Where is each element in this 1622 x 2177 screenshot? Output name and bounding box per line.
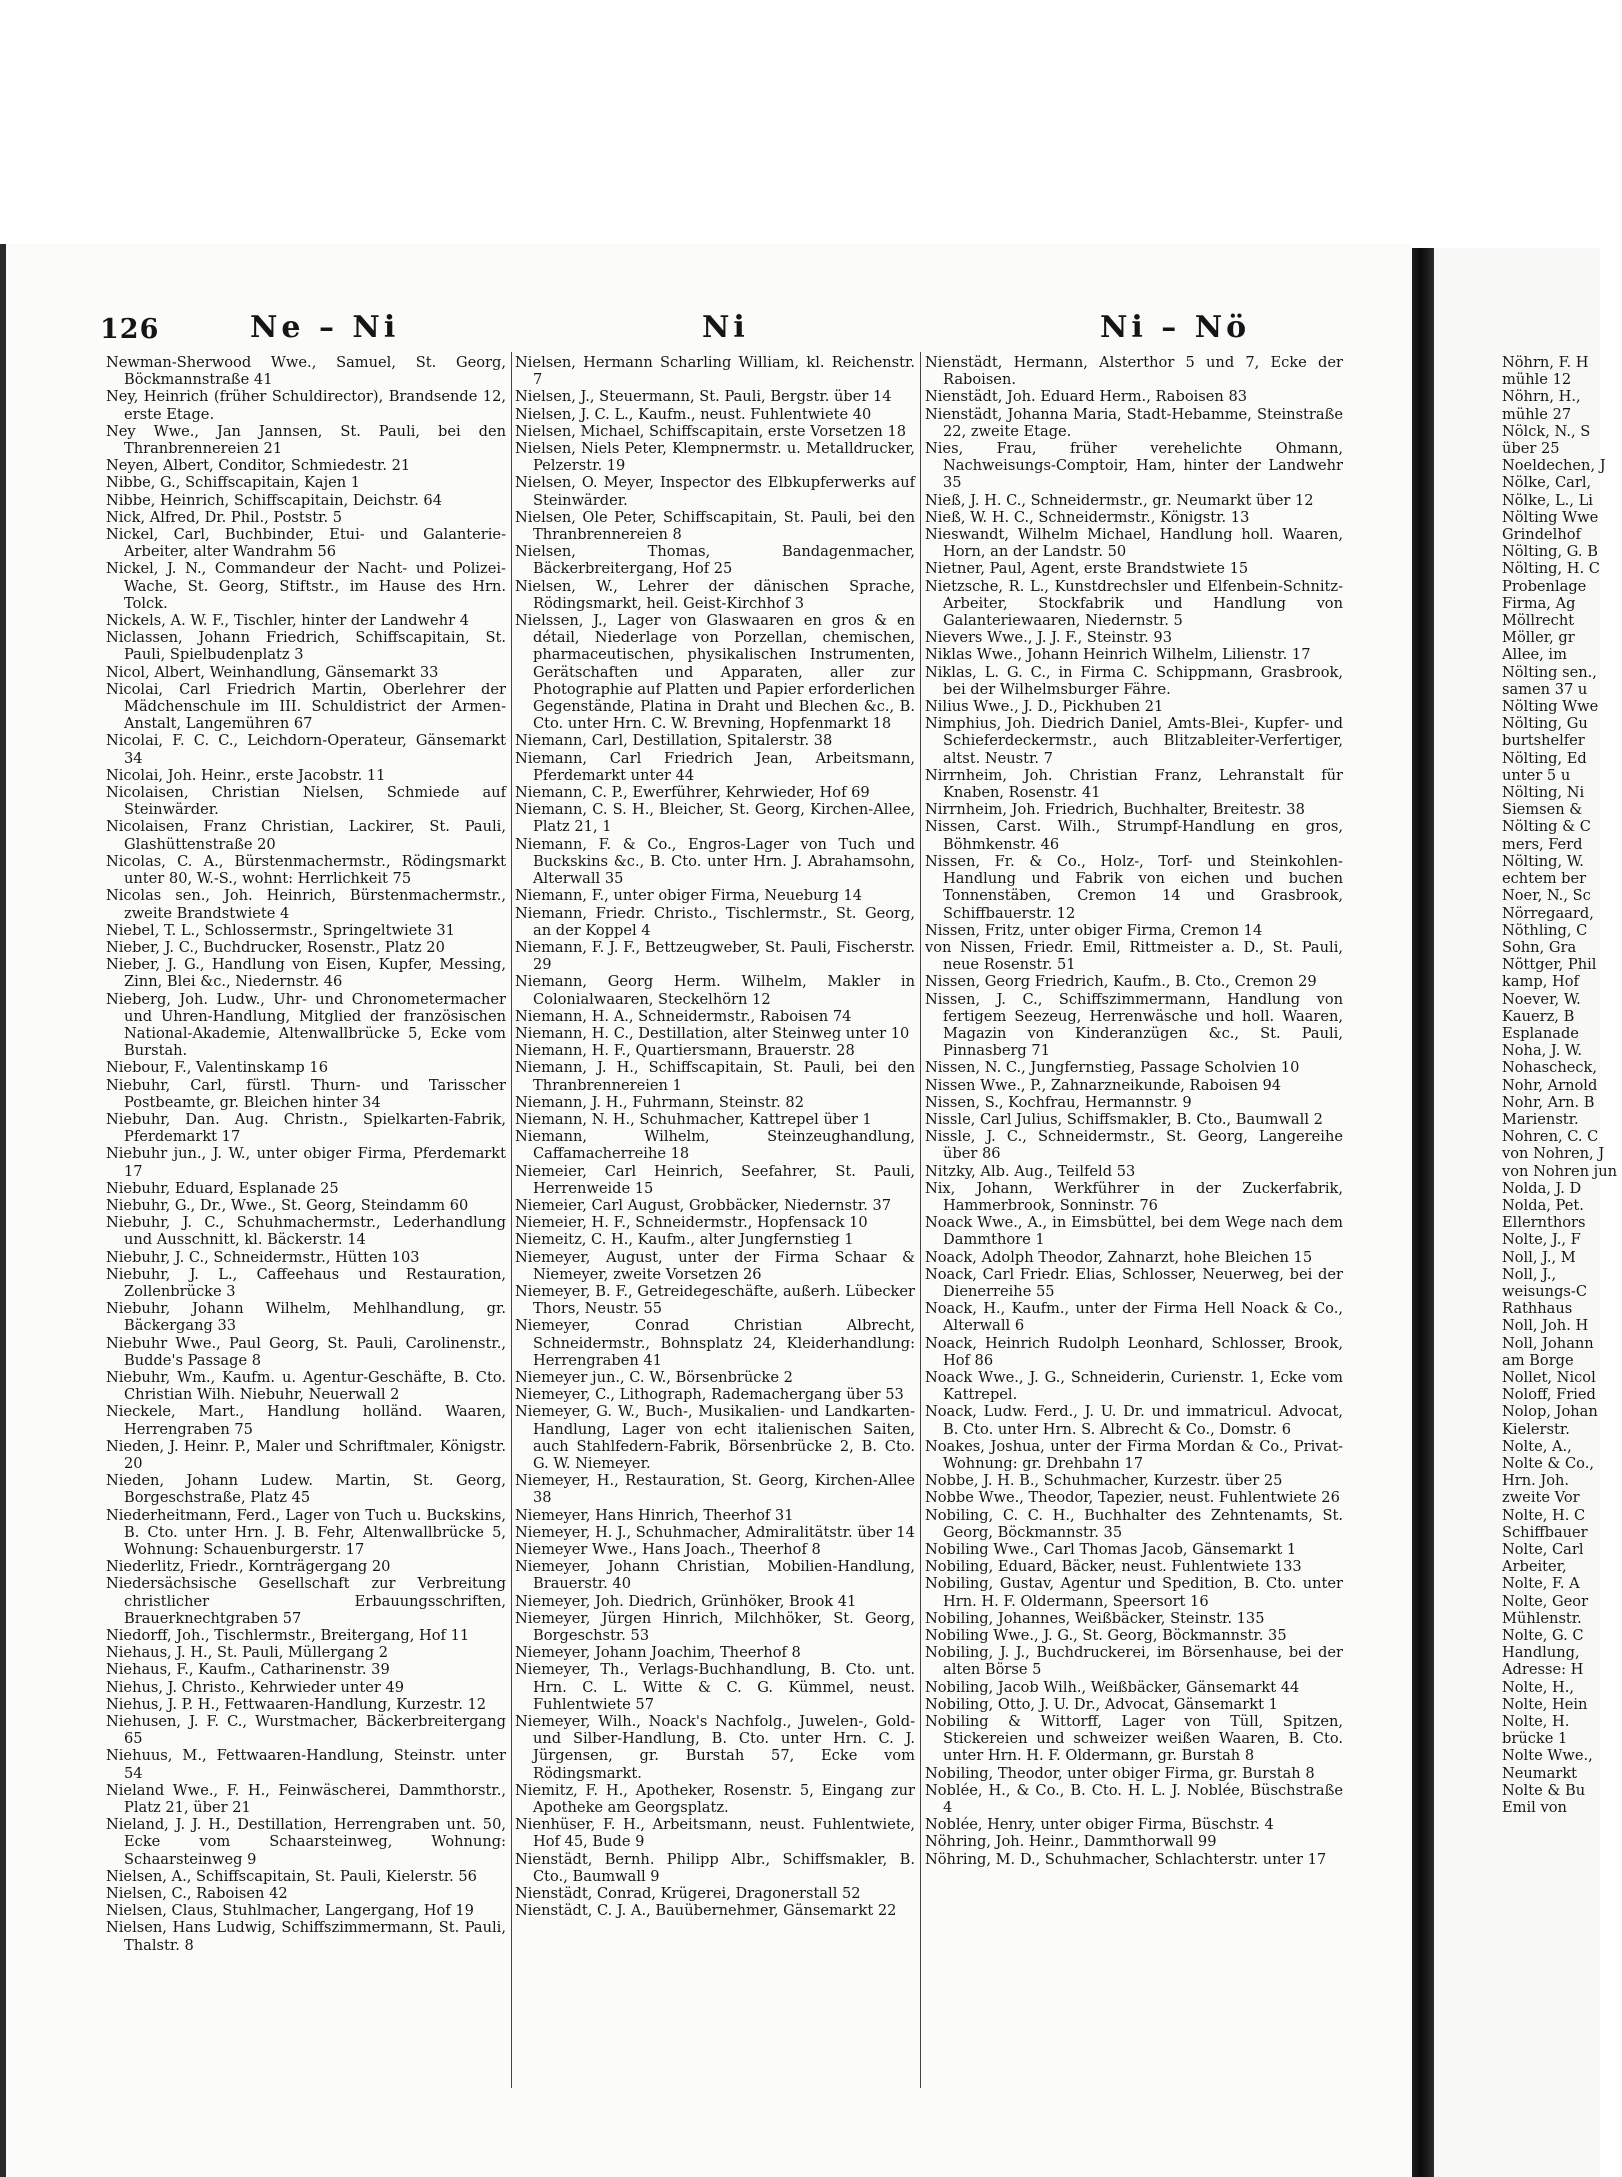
directory-entry: Nobiling Wwe., J. G., St. Georg, Böckmannstr. 35	[925, 1627, 1287, 1645]
directory-entry: Niemann, H. C., Destillation, alter Steinweg unter 10	[515, 1024, 910, 1042]
directory-entry: Nöhring, Joh. Heinr., Dammthorwall 99	[925, 1833, 1217, 1851]
running-head-center: Ni	[702, 310, 749, 345]
directory-entry: Nölting Wwe	[1502, 698, 1599, 716]
directory-entry: Nobiling, C. C. H., Buchhalter des Zehntenamts, St. Georg, Böckmannstr. 35	[925, 1506, 1343, 1541]
directory-entry: Nohascheck,	[1502, 1059, 1598, 1077]
directory-entry: Newman-Sherwood Wwe., Samuel, St. Georg, Böckmannstraße 41	[106, 354, 506, 389]
directory-entry: Nohr, Arnold	[1502, 1076, 1598, 1094]
directory-entry: Nollet, Nicol	[1502, 1368, 1596, 1386]
directory-entry: Nieswandt, Wilhelm Michael, Handlung holl. Waaren, Horn, an der Landstr. 50	[925, 526, 1343, 561]
directory-entry: Nirrnheim, Joh. Friedrich, Buchhalter, Breitestr. 38	[925, 801, 1305, 819]
page-header	[100, 310, 1540, 350]
directory-entry: Nolte & Bu	[1502, 1781, 1586, 1799]
directory-entry: mühle 12	[1502, 371, 1572, 389]
running-head-right: Ni – Nö	[1100, 310, 1251, 345]
directory-entry: Nieland Wwe., F. H., Feinwäscherei, Dammthorstr., Platz 21, über 21	[106, 1781, 506, 1817]
directory-entry: Nienstädt, Bernh. Philipp Albr., Schiffsmakler, B. Cto., Baumwall 9	[515, 1850, 915, 1885]
directory-entry: Niemann, H. F., Quartiersmann, Brauerstr. 28	[515, 1042, 855, 1060]
directory-entry: Nolte, Hein	[1502, 1695, 1588, 1713]
directory-entry: am Borge	[1502, 1351, 1574, 1369]
directory-entry: Nielsen, Ole Peter, Schiffscapitain, St. Pauli, bei den Thranbrennereien 8	[515, 508, 915, 544]
directory-entry: unter 5 u	[1502, 766, 1571, 784]
running-head-left: Ne – Ni	[250, 310, 400, 345]
directory-entry: Nobiling, Gustav, Agentur und Spedition, B. Cto. unter Hrn. H. F. Oldermann, Speersort 16	[925, 1575, 1343, 1610]
directory-entry: Nissen Wwe., P., Zahnarzneikunde, Raboisen 94	[925, 1076, 1282, 1094]
directory-entry: Noer, N., Sc	[1502, 887, 1591, 905]
directory-entry: Niebuhr, Wm., Kaufm. u. Agentur-Geschäfte, B. Cto. Christian Wilh. Niebuhr, Neuerwall 2	[106, 1368, 506, 1404]
directory-entry: Nobiling, Theodor, unter obiger Firma, gr. Burstah 8	[925, 1764, 1315, 1782]
directory-entry: Niemann, F., unter obiger Firma, Neueburg 14	[515, 887, 863, 905]
directory-entry: Niebuhr, Dan. Aug. Christn., Spielkarten-Fabrik, Pferdemarkt 17	[106, 1110, 506, 1146]
directory-entry: Niemeyer jun., C. W., Börsenbrücke 2	[515, 1368, 793, 1386]
directory-entry: Nienstädt, Conrad, Krügerei, Dragonerstall 52	[515, 1885, 861, 1903]
directory-entry: Niemeyer, Joh. Diedrich, Grünhöker, Brook 41	[515, 1592, 857, 1610]
directory-entry: Nielsen, W., Lehrer der dänischen Sprache, Rödingsmarkt, heil. Geist-Kirchhof 3	[515, 577, 915, 612]
directory-entry: Nolte & Co.,	[1502, 1455, 1594, 1472]
directory-entry: Niemann, Carl, Destillation, Spitalerstr. 38	[515, 732, 833, 750]
directory-entry: Nienstädt, Hermann, Alsterthor 5 und 7, Ecke der Raboisen.	[925, 354, 1343, 389]
directory-entry: Noack, Heinrich Rudolph Leonhard, Schlosser, Brook, Hof 86	[925, 1334, 1343, 1369]
directory-entry: Kielerstr.	[1502, 1420, 1570, 1438]
directory-entry: Siemsen &	[1502, 801, 1583, 819]
directory-entry: Niemeyer, B. F., Getreidegeschäfte, außerh. Lübecker Thors, Neustr. 55	[515, 1282, 915, 1318]
directory-entry: Nick, Alfred, Dr. Phil., Poststr. 5	[106, 508, 343, 526]
directory-entry: Niehus, J. Christo., Kehrwieder unter 49	[106, 1678, 405, 1696]
directory-entry: Noloff, Fried	[1502, 1386, 1596, 1404]
directory-entry: Allee, im	[1502, 646, 1567, 664]
directory-entry: Nicolai, Joh. Heinr., erste Jacobstr. 11	[106, 766, 386, 784]
directory-entry: Niemeier, Carl August, Grobbäcker, Niedernstr. 37	[515, 1196, 892, 1214]
directory-entry: Nielsen, Hans Ludwig, Schiffszimmermann, St. Pauli, Thalstr. 8	[106, 1919, 506, 1954]
directory-entry: Nissen, J. C., Schiffszimmermann, Handlung von fertigem Seezeug, Herrenwäsche und holl. Waaren, Magazin von Kinderanzügen &c., St. Pauli, Pinnasberg 71	[925, 990, 1343, 1060]
directory-entry: Nolte, H.,	[1502, 1678, 1575, 1696]
directory-entry: Noblée, H., & Co., B. Cto. H. L. J. Noblée, Büschstraße 4	[925, 1781, 1343, 1817]
directory-entry: Niebuhr, J. C., Schneidermstr., Hütten 103	[106, 1248, 420, 1266]
directory-entry: Nölke, Carl,	[1502, 474, 1592, 492]
directory-column-3	[925, 354, 1343, 2086]
directory-entry: Niedorff, Joh., Tischlermstr., Breitergang, Hof 11	[106, 1627, 470, 1645]
directory-entry: brücke 1	[1502, 1730, 1568, 1748]
directory-entry: Kauerz, B	[1502, 1007, 1575, 1025]
directory-entry: Niehuus, M., Fettwaaren-Handlung, Steinstr. unter 54	[106, 1747, 506, 1782]
directory-entry: Nickel, Carl, Buchbinder, Etui- und Galanterie-Arbeiter, alter Wandrahm 56	[106, 526, 506, 561]
directory-entry: über 25	[1502, 440, 1560, 458]
directory-entry: Nielsen, Michael, Schiffscapitain, erste Vorsetzen 18	[515, 422, 907, 440]
directory-entry: Nöthling, C	[1502, 921, 1588, 939]
directory-entry: Niedersächsische Gesellschaft zur Verbreitung christlicher Erbauungsschriften, Brauerknechtgraben 57	[106, 1575, 506, 1627]
directory-entry: Grindelhof	[1502, 526, 1581, 544]
directory-column-4-partial	[1502, 354, 1622, 2086]
directory-entry: Nobiling & Wittorff, Lager von Tüll, Spitzen, Stickereien und schweizer weißen Waaren, B. Cto. unter Hrn. H. F. Oldermann, gr. Burstah 8	[925, 1713, 1343, 1765]
directory-entry: Noll, J.,	[1502, 1265, 1557, 1283]
directory-entry: Niemann, C. P., Ewerführer, Kehrwieder, Hof 69	[515, 784, 870, 802]
page-number: 126	[100, 314, 160, 345]
directory-entry: Nolte, A.,	[1502, 1437, 1572, 1455]
directory-entry: Nilius Wwe., J. D., Pickhuben 21	[925, 698, 1164, 716]
directory-entry: Nielsen, Thomas, Bandagenmacher, Bäckerbreitergang, Hof 25	[515, 543, 915, 578]
directory-entry: Ney Wwe., Jan Jannsen, St. Pauli, bei den Thranbrennereien 21	[106, 422, 506, 458]
directory-entry: Probenlage	[1502, 577, 1587, 595]
directory-entry: Noha, J. W.	[1502, 1042, 1583, 1060]
directory-entry: Nissle, J. C., Schneidermstr., St. Georg, Langereihe über 86	[925, 1128, 1343, 1163]
directory-entry: Nickel, J. N., Commandeur der Nacht- und Polizei-Wache, St. Georg, Stiftstr., im Hause des Hrn. Tolck.	[106, 560, 506, 612]
directory-entry: Niemann, F. J. F., Bettzeugweber, St. Pauli, Fischerstr. 29	[515, 938, 915, 974]
directory-entry: Noack Wwe., A., in Eimsbüttel, bei dem Wege nach dem Dammthore 1	[925, 1214, 1343, 1249]
directory-entry: Niemeyer, Johann Joachim, Theerhof 8	[515, 1644, 801, 1662]
directory-entry: Nolte, H. C	[1502, 1506, 1586, 1524]
directory-entry: zweite Vor	[1502, 1489, 1580, 1507]
directory-entry: Sohn, Gra	[1502, 938, 1577, 956]
directory-entry: Niehaus, J. H., St. Pauli, Müllergang 2	[106, 1644, 388, 1662]
directory-entry: Niebel, T. L., Schlossermstr., Springeltwiete 31	[106, 921, 455, 939]
directory-entry: Niemann, Wilhelm, Steinzeughandlung, Caffamacherreihe 18	[515, 1128, 915, 1163]
directory-entry: Nienstädt, Johanna Maria, Stadt-Hebamme, Steinstraße 22, zweite Etage.	[925, 405, 1343, 440]
directory-entry: Nölting, G. B	[1502, 543, 1598, 561]
directory-entry: Niemann, C. S. H., Bleicher, St. Georg, Kirchen-Allee, Platz 21, 1	[515, 801, 915, 836]
directory-entry: Nitzky, Alb. Aug., Teilfeld 53	[925, 1162, 1136, 1180]
directory-entry: Nicolaisen, Franz Christian, Lackirer, St. Pauli, Glashüttenstraße 20	[106, 818, 506, 853]
directory-entry: Nissen, Georg Friedrich, Kaufm., B. Cto., Cremon 29	[925, 973, 1317, 991]
directory-entry: Nohren, C. C	[1502, 1128, 1599, 1146]
directory-entry: Nielsen, Niels Peter, Klempnermstr. u. Metalldrucker, Pelzerstr. 19	[515, 440, 915, 475]
directory-entry: Nöhrn, H.,	[1502, 388, 1581, 406]
directory-entry: Niemeyer, C., Lithograph, Rademachergang über 53	[515, 1386, 904, 1404]
directory-entry: Noblée, Henry, unter obiger Firma, Büschstr. 4	[925, 1816, 1274, 1834]
directory-entry: Niemeyer, G. W., Buch-, Musikalien- und Landkarten-Handlung, Lager von echt italienischen Saiten, auch Stahlfedern-Fabrik, Börsenbrücke 2, B. Cto. G. W. Niemeyer.	[515, 1403, 915, 1472]
directory-entry: Nies, Frau, früher verehelichte Ohmann, Nachweisungs-Comptoir, Ham, hinter der Landwehr 35	[925, 440, 1343, 492]
directory-entry: Niemeier, Carl Heinrich, Seefahrer, St. Pauli, Herrenweide 15	[515, 1162, 915, 1197]
directory-entry: Nielsen, J., Steuermann, St. Pauli, Bergstr. über 14	[515, 388, 892, 406]
directory-entry: Niebuhr Wwe., Paul Georg, St. Pauli, Carolinenstr., Budde's Passage 8	[106, 1334, 506, 1369]
directory-entry: Niklas Wwe., Johann Heinrich Wilhelm, Lilienstr. 17	[925, 646, 1311, 664]
directory-entry: Niemann, J. H., Fuhrmann, Steinstr. 82	[515, 1093, 804, 1111]
directory-entry: Nölting sen.,	[1502, 663, 1597, 681]
directory-entry: Nissen, Fritz, unter obiger Firma, Cremon 14	[925, 921, 1263, 939]
directory-entry: Nieber, J. C., Buchdrucker, Rosenstr., Platz 20	[106, 938, 445, 956]
directory-entry: Niemeyer, H., Restauration, St. Georg, Kirchen-Allee 38	[515, 1472, 915, 1507]
directory-entry: Schiffbauer	[1502, 1523, 1588, 1541]
directory-entry: Nietner, Paul, Agent, erste Brandstwiete 15	[925, 560, 1249, 578]
directory-entry: Niehaus, F., Kaufm., Catharinenstr. 39	[106, 1661, 390, 1679]
directory-entry: Nölting, Ed	[1502, 749, 1587, 767]
directory-entry: Nietzsche, R. L., Kunstdrechsler und Elfenbein-Schnitz-Arbeiter, Stockfabrik und Handlung von Galanteriewaaren, Niedernstr. 5	[925, 577, 1343, 630]
directory-entry: Nissle, Carl Julius, Schiffsmakler, B. Cto., Baumwall 2	[925, 1110, 1323, 1128]
directory-entry: Nolte, F. A	[1502, 1575, 1580, 1593]
directory-entry: Nölke, L., Li	[1502, 491, 1593, 509]
directory-entry: Niemeyer, Wilh., Noack's Nachfolg., Juwelen-, Gold- und Silber-Handlung, B. Cto. unter Hrn. C. J. Jürgensen, gr. Burstah 57, Ecke vom Rödingsmarkt.	[515, 1713, 915, 1782]
directory-entry: Nölck, N., S	[1502, 422, 1591, 440]
directory-entry: Nicolas, C. A., Bürstenmachermstr., Rödingsmarkt unter 80, W.-S., wohnt: Herrlichkeit 75	[106, 852, 506, 888]
directory-entry: Nolop, Johan	[1502, 1403, 1598, 1421]
directory-entry: Marienstr.	[1502, 1110, 1579, 1128]
directory-entry: Adresse: H	[1502, 1661, 1584, 1679]
directory-entry: Nolda, Pet.	[1502, 1196, 1584, 1214]
directory-entry: Niederheitmann, Ferd., Lager von Tuch u. Buckskins, B. Cto. unter Hrn. J. B. Fehr, Altenwallbrücke 5, Wohnung: Schauenburgerstr. 17	[106, 1506, 506, 1559]
directory-entry: Nielsen, A., Schiffscapitain, St. Pauli, Kielerstr. 56	[106, 1867, 477, 1885]
directory-entry: Niemann, Friedr. Christo., Tischlermstr., St. Georg, an der Koppel 4	[515, 904, 915, 939]
directory-entry: Mühlenstr.	[1502, 1609, 1582, 1627]
directory-entry: Nobiling, Otto, J. U. Dr., Advocat, Gänsemarkt 1	[925, 1695, 1278, 1713]
directory-entry: Niemann, N. H., Schuhmacher, Kattrepel über 1	[515, 1110, 872, 1128]
directory-entry: Noll, Johann	[1502, 1334, 1594, 1352]
directory-entry: Niklas, L. G. C., in Firma C. Schippmann, Grasbrook, bei der Wilhelmsburger Fähre.	[925, 663, 1343, 698]
directory-entry: Niemann, J. H., Schiffscapitain, St. Pauli, bei den Thranbrennereien 1	[515, 1059, 915, 1094]
directory-entry: Niemeyer Wwe., Hans Joach., Theerhof 8	[515, 1541, 821, 1559]
directory-entry: Nöhring, M. D., Schuhmacher, Schlachterstr. unter 17	[925, 1850, 1327, 1868]
directory-entry: Nieber, J. G., Handlung von Eisen, Kupfer, Messing, Zinn, Blei &c., Niedernstr. 46	[106, 956, 506, 991]
directory-entry: Nölting Wwe	[1502, 508, 1599, 526]
directory-entry: Niemann, Georg Herm. Wilhelm, Makler in Colonialwaaren, Steckelhörn 12	[515, 973, 915, 1008]
directory-entry: Noakes, Joshua, unter der Firma Mordan & Co., Privat-Wohnung: gr. Drehbahn 17	[925, 1437, 1343, 1472]
column-rule	[511, 352, 512, 2088]
directory-entry: Nobiling, J. J., Buchdruckerei, im Börsenhause, bei der alten Börse 5	[925, 1644, 1343, 1679]
directory-entry: Nölting, Ni	[1502, 784, 1585, 802]
directory-entry: Nicolai, F. C. C., Leichdorn-Operateur, Gänsemarkt 34	[106, 732, 506, 767]
directory-entry: Niemann, H. A., Schneidermstr., Raboisen 74	[515, 1007, 852, 1025]
directory-entry: Nobbe, J. H. B., Schuhmacher, Kurzestr. über 25	[925, 1472, 1283, 1490]
directory-entry: mers, Ferd	[1502, 835, 1583, 853]
directory-entry: von Nohren jun	[1502, 1162, 1617, 1180]
directory-entry: Arbeiter,	[1502, 1558, 1567, 1576]
directory-entry: Nobiling Wwe., Carl Thomas Jacob, Gänsemarkt 1	[925, 1541, 1297, 1559]
directory-entry: weisungs-C	[1502, 1282, 1588, 1300]
directory-entry: Nolte, Carl	[1502, 1541, 1584, 1559]
directory-entry: Nöhrn, F. H	[1502, 354, 1589, 371]
directory-entry: Niemitz, F. H., Apotheker, Rosenstr. 5, Eingang zur Apotheke am Georgsplatz.	[515, 1781, 915, 1817]
directory-entry: Nissen, Carst. Wilh., Strumpf-Handlung en gros, Böhmkenstr. 46	[925, 818, 1343, 853]
directory-entry: Hrn. Joh.	[1502, 1472, 1570, 1490]
directory-entry: Noll, Joh. H	[1502, 1317, 1589, 1335]
directory-entry: Möller, gr	[1502, 629, 1575, 647]
directory-entry: Nienstädt, C. J. A., Bauübernehmer, Gänsemarkt 22	[515, 1902, 897, 1920]
directory-entry: von Nohren, J	[1502, 1145, 1605, 1163]
directory-entry: Nix, Johann, Werkführer in der Zuckerfabrik, Hammerbrook, Sonninstr. 76	[925, 1179, 1343, 1214]
directory-entry: Nolte, Geor	[1502, 1592, 1589, 1610]
directory-entry: Nörregaard,	[1502, 904, 1594, 922]
directory-entry: Nirrnheim, Joh. Christian Franz, Lehranstalt für Knaben, Rosenstr. 41	[925, 766, 1343, 802]
directory-entry: Niebuhr, J. C., Schuhmachermstr., Lederhandlung und Ausschnitt, kl. Bäckerstr. 14	[106, 1214, 506, 1249]
directory-entry: Nibbe, Heinrich, Schiffscapitain, Deichstr. 64	[106, 491, 442, 509]
book-gutter	[1412, 248, 1434, 2177]
directory-entry: Nolda, J. D	[1502, 1179, 1582, 1197]
directory-entry: Niebuhr jun., J. W., unter obiger Firma, Pferdemarkt 17	[106, 1145, 506, 1180]
directory-entry: Neyen, Albert, Conditor, Schmiedestr. 21	[106, 457, 411, 475]
directory-entry: Nicolai, Carl Friedrich Martin, Oberlehrer der Mädchenschule im III. Schuldistrict der Armen-Anstalt, Langemühren 67	[106, 680, 506, 733]
directory-entry: Nibbe, G., Schiffscapitain, Kajen 1	[106, 474, 361, 492]
directory-entry: Niebuhr, Johann Wilhelm, Mehlhandlung, gr. Bäckergang 33	[106, 1300, 506, 1335]
directory-entry: Nielsen, Hermann Scharling William, kl. Reichenstr. 7	[515, 354, 915, 389]
directory-entry: Ellernthors	[1502, 1214, 1586, 1232]
directory-entry: Nölting, H. C	[1502, 560, 1600, 578]
directory-entry: Niemeyer, H. J., Schuhmacher, Admiralitätstr. über 14	[515, 1523, 915, 1541]
directory-entry: Nissen, Fr. & Co., Holz-, Torf- und Steinkohlen-Handlung und Fabrik von eichen und buchen Tonnenstäben, Cremon 14 und Grasbrook, Schiffbauerstr. 12	[925, 852, 1343, 922]
directory-entry: Nieß, W. H. C., Schneidermstr., Königstr. 13	[925, 508, 1250, 526]
directory-entry: Firma, Ag	[1502, 594, 1576, 612]
directory-entry: Nicolaisen, Christian Nielsen, Schmiede auf Steinwärder.	[106, 784, 506, 819]
directory-entry: Nievers Wwe., J. J. F., Steinstr. 93	[925, 629, 1173, 647]
directory-entry: Nolte, H.	[1502, 1713, 1570, 1731]
directory-entry: Noack, Adolph Theodor, Zahnarzt, hohe Bleichen 15	[925, 1248, 1313, 1266]
directory-entry: Nicol, Albert, Weinhandlung, Gänsemarkt 33	[106, 663, 439, 681]
directory-entry: Nienhüser, F. H., Arbeitsmann, neust. Fuhlentwiete, Hof 45, Bude 9	[515, 1816, 915, 1851]
directory-entry: Noever, W.	[1502, 990, 1581, 1008]
directory-entry: Niclassen, Johann Friedrich, Schiffscapitain, St. Pauli, Spielbudenplatz 3	[106, 629, 506, 664]
directory-entry: Niebuhr, J. L., Caffeehaus und Restauration, Zollenbrücke 3	[106, 1265, 506, 1300]
directory-entry: Noll, J., M	[1502, 1248, 1576, 1266]
directory-entry: Nolte, G. C	[1502, 1627, 1584, 1645]
directory-entry: Emil von	[1502, 1799, 1567, 1817]
directory-entry: Noack, H., Kaufm., unter der Firma Hell Noack & Co., Alterwall 6	[925, 1300, 1343, 1335]
directory-entry: Nobiling, Johannes, Weißbäcker, Steinstr. 135	[925, 1609, 1265, 1627]
directory-entry: Niemeier, H. F., Schneidermstr., Hopfensack 10	[515, 1214, 868, 1232]
directory-entry: Möllrecht	[1502, 612, 1575, 630]
directory-entry: Nielsen, C., Raboisen 42	[106, 1885, 288, 1903]
directory-entry: Esplanade	[1502, 1024, 1579, 1042]
directory-column-2	[515, 354, 915, 2086]
directory-entry: Rathhaus	[1502, 1300, 1573, 1318]
directory-entry: Nohr, Arn. B	[1502, 1093, 1595, 1111]
directory-entry: von Nissen, Friedr. Emil, Rittmeister a. D., St. Pauli, neue Rosenstr. 51	[925, 938, 1343, 974]
directory-entry: Nieden, J. Heinr. P., Maler und Schriftmaler, Königstr. 20	[106, 1437, 506, 1472]
directory-entry: Niemeyer, Jürgen Hinrich, Milchhöker, St. Georg, Borgeschstr. 53	[515, 1609, 915, 1645]
directory-entry: Nobbe Wwe., Theodor, Tapezier, neust. Fuhlentwiete 26	[925, 1489, 1340, 1507]
directory-entry: Neumarkt	[1502, 1764, 1578, 1782]
directory-entry: Niebour, F., Valentinskamp 16	[106, 1059, 328, 1077]
directory-entry: Nielssen, J., Lager von Glaswaaren en gros & en détail, Niederlage von Porzellan, chemischen, pharmaceutischen, physikalischen Instrumenten, Gerätschaften und Apparaten, aller zur Photographie auf Platten und Papier erforderlichen Gegenstände, Platina in Draht und Blechen &c., B. Cto. unter Hrn. C. W. Brevning, Hopfenmarkt 18	[515, 612, 915, 733]
directory-entry: Handlung,	[1502, 1644, 1580, 1662]
directory-entry: mühle 27	[1502, 405, 1572, 423]
directory-entry: Nieland, J. J. H., Destillation, Herrengraben unt. 50, Ecke vom Schaarsteinweg, Wohnung: Schaarsteinweg 9	[106, 1816, 506, 1868]
directory-entry: Niemann, Carl Friedrich Jean, Arbeitsmann, Pferdemarkt unter 44	[515, 749, 915, 784]
directory-entry: Niemeitz, C. H., Kaufm., alter Jungfernstieg 1	[515, 1231, 854, 1249]
directory-entry: Niemeyer, August, unter der Firma Schaar & Niemeyer, zweite Vorsetzen 26	[515, 1248, 915, 1283]
directory-entry: Niemann, F. & Co., Engros-Lager von Tuch und Buckskins &c., B. Cto. unter Hrn. J. Abrahamsohn, Alterwall 35	[515, 835, 915, 888]
directory-entry: Niemeyer, Hans Hinrich, Theerhof 31	[515, 1506, 794, 1524]
directory-entry: Niebuhr, Carl, fürstl. Thurn- und Tarisscher Postbeamte, gr. Bleichen hinter 34	[106, 1076, 506, 1111]
directory-entry: Nissen, S., Kochfrau, Hermannstr. 9	[925, 1093, 1192, 1111]
directory-entry: Nienstädt, Joh. Eduard Herm., Raboisen 83	[925, 388, 1248, 406]
directory-entry: Nölting, W.	[1502, 852, 1584, 870]
directory-entry: Nieden, Johann Ludew. Martin, St. Georg, Borgeschstraße, Platz 45	[106, 1472, 506, 1507]
directory-entry: Nolte, J., F	[1502, 1231, 1581, 1249]
directory-entry: Noack, Ludw. Ferd., J. U. Dr. und immatricul. Advocat, B. Cto. unter Hrn. S. Albrecht & Co., Domstr. 6	[925, 1403, 1343, 1438]
directory-entry: Nölting & C	[1502, 818, 1591, 836]
directory-entry: Niederlitz, Friedr., Kornträgergang 20	[106, 1558, 391, 1576]
directory-entry: Noack, Carl Friedr. Elias, Schlosser, Neuerweg, bei der Dienerreihe 55	[925, 1265, 1343, 1300]
directory-entry: Nobiling, Jacob Wilh., Weißbäcker, Gänsemarkt 44	[925, 1678, 1300, 1696]
directory-entry: Ney, Heinrich (früher Schuldirector), Brandsende 12, erste Etage.	[106, 388, 506, 423]
directory-entry: Niebuhr, G., Dr., Wwe., St. Georg, Steindamm 60	[106, 1196, 469, 1214]
directory-entry: Nielsen, Claus, Stuhlmacher, Langergang, Hof 19	[106, 1902, 474, 1920]
directory-entry: Niebuhr, Eduard, Esplanade 25	[106, 1179, 339, 1197]
directory-entry: Noeldechen, J	[1502, 457, 1606, 475]
directory-entry: Nolte Wwe.,	[1502, 1747, 1593, 1765]
directory-entry: Nickels, A. W. F., Tischler, hinter der Landwehr 4	[106, 612, 469, 630]
directory-entry: echtem ber	[1502, 870, 1587, 888]
directory-entry: Nissen, N. C., Jungfernstieg, Passage Scholvien 10	[925, 1059, 1300, 1077]
directory-entry: Niehusen, J. F. C., Wurstmacher, Bäckerbreitergang 65	[106, 1713, 506, 1748]
directory-entry: Niemeyer, Conrad Christian Albrecht, Schneidermstr., Bohnsplatz 24, Kleiderhandlung: Herrengraben 41	[515, 1317, 915, 1369]
directory-entry: Nieckele, Mart., Handlung holländ. Waaren, Herrengraben 75	[106, 1403, 506, 1438]
directory-entry: Nölting, Gu	[1502, 715, 1588, 733]
directory-entry: kamp, Hof	[1502, 973, 1579, 991]
directory-entry: Nobiling, Eduard, Bäcker, neust. Fuhlentwiete 133	[925, 1558, 1302, 1576]
directory-entry: Noack Wwe., J. G., Schneiderin, Curienstr. 1, Ecke vom Kattrepel.	[925, 1368, 1343, 1404]
directory-entry: Nöttger, Phil	[1502, 956, 1597, 974]
directory-entry: samen 37 u	[1502, 680, 1588, 698]
directory-entry: Nimphius, Joh. Diedrich Daniel, Amts-Blei-, Kupfer- und Schieferdeckermstr., auch Blitzableiter-Verfertiger, altst. Neustr. 7	[925, 715, 1343, 767]
column-rule	[920, 352, 921, 2088]
directory-entry: Nicolas sen., Joh. Heinrich, Bürstenmachermstr., zweite Brandstwiete 4	[106, 887, 506, 922]
directory-entry: Nieberg, Joh. Ludw., Uhr- und Chronometermacher und Uhren-Handlung, Mitglied der französischen National-Akademie, Altenwallbrücke 5, Ecke vom Burstah.	[106, 990, 506, 1060]
directory-entry: Nielsen, O. Meyer, Inspector des Elbkupferwerks auf Steinwärder.	[515, 474, 915, 509]
directory-entry: Niemeyer, Johann Christian, Mobilien-Handlung, Brauerstr. 40	[515, 1558, 915, 1593]
directory-entry: Niehus, J. P. H., Fettwaaren-Handlung, Kurzestr. 12	[106, 1695, 487, 1713]
directory-entry: burtshelfer	[1502, 732, 1585, 750]
directory-entry: Nielsen, J. C. L., Kaufm., neust. Fuhlentwiete 40	[515, 405, 872, 423]
directory-entry: Niemeyer, Th., Verlags-Buchhandlung, B. Cto. unt. Hrn. C. L. Witte & C. G. Kümmel, neust. Fuhlentwiete 57	[515, 1661, 915, 1713]
directory-entry: Nieß, J. H. C., Schneidermstr., gr. Neumarkt über 12	[925, 491, 1314, 509]
directory-column-1	[106, 354, 506, 2086]
